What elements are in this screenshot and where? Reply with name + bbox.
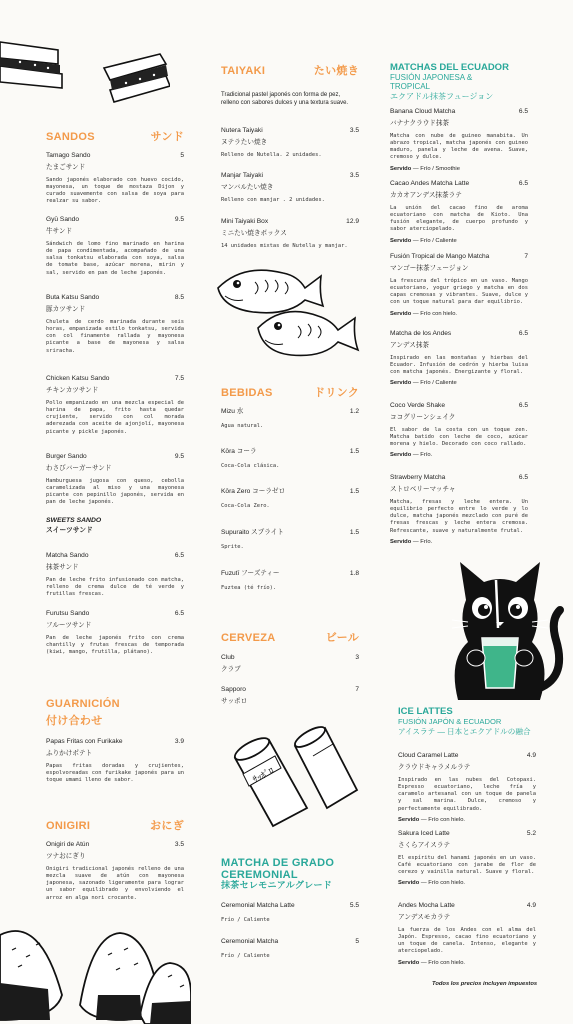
item-description: Papas fritas doradas y crujientes, espolvoreadas con furikake japonés para un toque umami lleno de sabor. — [46, 762, 184, 784]
served-note — [390, 311, 528, 317]
item-price: 3.5 — [349, 172, 359, 179]
served-label: Servido — [390, 165, 412, 172]
ice-lattes-subtitle-jp: アイスラテ — 日本とエクアドルの融合 — [398, 727, 531, 736]
item-description: Matcha con nube de guineo manabita. Un abrazo tropical, matcha japonés con guineo maduro, panela y leche de avena. Suave, cremoso y dulce. — [390, 132, 528, 161]
item-price: 1.2 — [349, 408, 359, 415]
item-name: Cacao Andes Matcha Latte — [390, 180, 470, 187]
item-name: Burger Sando — [46, 453, 87, 460]
item-name: Matcha Sando — [46, 552, 89, 559]
item-description: Sándwich de lomo fino marinado en harina de papa condimentada, acompañado de una salsa tonkatsu elaborada con soya, salsa de tomate base, azúcar morena, mirin y sal, servido en pan de leche japonés. — [46, 240, 184, 276]
sweets-sando-title-jp: スイーツサンド — [46, 527, 93, 534]
sandwich-illustration — [0, 28, 170, 103]
onigiri-title-es: ONIGIRI — [46, 820, 91, 832]
sweets-sando-header — [46, 517, 184, 534]
cerveza-title-jp: ビール — [325, 632, 359, 644]
served-label: Servido — [398, 959, 420, 966]
item-description: Sprite. — [221, 543, 244, 550]
item-price: 3.5 — [174, 841, 184, 848]
menu-item — [221, 172, 359, 204]
served-note — [390, 166, 528, 172]
matchas-ecuador-title: MATCHAS DEL ECUADOR — [390, 62, 509, 73]
item-price: 1.5 — [349, 488, 359, 495]
item-description: Sando japonés elaborado con huevo cocido, mayonesa, un toque de mostaza Dijon y curado suavemente con salsa de soya para realzar su sabor. — [46, 176, 184, 205]
item-name-jp: バナナクラウド抹茶 — [390, 119, 450, 127]
item-price: 7 — [355, 686, 359, 693]
bebidas-title-jp: ドリンク — [314, 387, 359, 399]
item-name: Onigiri de Atún — [46, 841, 90, 848]
item-description: Frío / Caliente — [221, 916, 270, 923]
section-sandos — [46, 128, 184, 144]
item-name: Kōra コーラ — [221, 448, 257, 455]
menu-item — [390, 402, 528, 458]
onigiri-illustration — [0, 895, 191, 1024]
item-name: Tamago Sando — [46, 152, 91, 159]
menu-item — [390, 108, 528, 172]
item-price: 5 — [180, 152, 184, 159]
section-taiyaki — [221, 62, 359, 107]
matcha-ceremonial-list — [221, 902, 359, 972]
served-value: — Frío / Smoothie — [412, 165, 460, 172]
taiyaki-title-jp: たい焼き — [313, 65, 359, 77]
item-name-jp: マンバルたい焼き — [221, 183, 274, 191]
item-name: Fusión Tropical de Mango Matcha — [390, 253, 490, 260]
cerveza-title — [221, 629, 359, 645]
menu-item — [221, 938, 359, 960]
cerveza-list — [221, 654, 359, 714]
item-price: 5.2 — [526, 830, 536, 837]
taiyaki-list — [221, 127, 359, 267]
guarnicion-title-jp: 付け合わせ — [46, 715, 103, 727]
taiyaki-title-es: TAIYAKI — [221, 65, 266, 77]
item-price: 6.5 — [518, 402, 528, 409]
item-name: Strawberry Matcha — [390, 474, 446, 481]
can-label: ｻｯﾎﾟﾛ — [251, 766, 277, 786]
served-note — [390, 452, 528, 458]
menu-item — [221, 218, 359, 250]
menu-item — [46, 610, 184, 656]
item-name-jp: 牛サンド — [46, 227, 73, 235]
item-name-jp: アンデス抹茶 — [390, 341, 430, 349]
cat-with-matcha-illustration — [438, 550, 566, 710]
menu-item — [398, 902, 536, 966]
item-name: Sakura Iced Latte — [398, 830, 450, 837]
matcha-ceremonial-title — [221, 857, 359, 891]
item-name: Andes Mocha Latte — [398, 902, 455, 909]
item-name-jp: チキンカツサンド — [46, 386, 99, 394]
column-left — [0, 0, 191, 1024]
menu-item — [46, 216, 184, 277]
item-name: Fuzutī フーズティー — [221, 570, 280, 577]
sandos-list — [46, 152, 184, 712]
served-value: — Frío / Caliente — [412, 237, 457, 244]
menu-item — [221, 127, 359, 159]
item-price: 6.5 — [174, 552, 184, 559]
menu-item — [221, 408, 359, 430]
column-right — [382, 0, 573, 1024]
served-label: Servido — [390, 237, 412, 244]
served-note — [390, 539, 528, 545]
item-price: 8.5 — [174, 294, 184, 301]
item-name: Coco Verde Shake — [390, 402, 445, 409]
item-name: Supuraito スプライト — [221, 529, 284, 536]
guarnicion-title-es: GUARNICIÓN — [46, 698, 120, 710]
item-description: Coca-Cola Zero. — [221, 502, 270, 509]
menu-item — [390, 474, 528, 545]
item-name-jp: クラブ — [221, 665, 241, 673]
item-name-jp: マンゴー抹茶フュージョン — [390, 264, 469, 272]
item-name: Buta Katsu Sando — [46, 294, 100, 301]
section-guarnicion — [46, 698, 184, 728]
item-name: Furutsu Sando — [46, 610, 90, 617]
taiyaki-fish-illustration — [213, 258, 363, 363]
item-description: 14 unidades mixtas de Nutella y manjar. — [221, 242, 348, 249]
served-note — [398, 960, 536, 966]
item-price: 9.5 — [174, 453, 184, 460]
item-name: Chicken Katsu Sando — [46, 375, 110, 382]
menu-item — [390, 180, 528, 244]
menu-item — [221, 654, 359, 673]
sandos-title — [46, 128, 184, 144]
item-price: 1.5 — [349, 448, 359, 455]
item-price: 1.8 — [349, 570, 359, 577]
prices-footnote: Todos los precios incluyen impuestos — [432, 981, 538, 987]
menu-item — [390, 253, 528, 317]
item-name-jp: ストロベリーマッチャ — [390, 485, 456, 493]
item-price: 3.9 — [174, 738, 184, 745]
matcha-ceremonial-title-jp: 抹茶セレモニアルグレード — [221, 880, 333, 891]
column-middle — [191, 0, 382, 1024]
bebidas-title-es: BEBIDAS — [221, 387, 273, 399]
item-name: Cloud Caramel Latte — [398, 752, 459, 759]
matcha-ceremonial-title-line1: MATCHA DE GRADO — [221, 857, 335, 869]
bebidas-title — [221, 384, 359, 400]
item-name: Manjar Taiyaki — [221, 172, 264, 179]
beer-cans-illustration — [229, 718, 359, 828]
item-name: Club — [221, 654, 235, 661]
menu-item — [221, 488, 359, 510]
guarnicion-title — [46, 698, 184, 728]
served-label: Servido — [390, 380, 412, 387]
item-name-jp: わさびバーガーサンド — [46, 464, 112, 472]
item-price: 6.5 — [174, 610, 184, 617]
item-description: Pollo empanizado en una mezcla especial de harina de papa, frito hasta quedar crujiente, servido con col morada aderezada con aceite de ajonjolí, mayonesa picante y pickle japonés. — [46, 399, 184, 435]
menu-item — [398, 830, 536, 886]
item-name: Kōra Zero コーラゼロ — [221, 488, 286, 495]
item-description: El sabor de la costa con un toque zen. Matcha batido con leche de coco, azúcar morena y hielo. Decorado con coco rallado. — [390, 426, 528, 448]
onigiri-title — [46, 817, 184, 833]
item-name: Nutera Taiyaki — [221, 127, 263, 134]
item-name-jp: カカオアンデス抹茶ラテ — [390, 191, 462, 199]
item-price: 1.5 — [349, 529, 359, 536]
served-label: Servido — [390, 310, 412, 317]
item-price: 4.9 — [526, 902, 536, 909]
item-price: 3 — [355, 654, 359, 661]
served-value: — Frío con hielo. — [420, 816, 466, 823]
item-name-jp: フルーツサンド — [46, 621, 92, 629]
served-label: Servido — [398, 880, 420, 887]
item-name-jp: 抹茶サンド — [46, 563, 79, 571]
served-note — [398, 880, 536, 886]
served-label: Servido — [398, 816, 420, 823]
served-value: — Frío. — [412, 538, 433, 545]
item-description: La frescura del trópico en un vaso. Mango ecuatoriano, yogur griego y matcha en dos capas cremosas y vibrantes. Suave, dulce y con un toque natural para dar equilibrio. — [390, 277, 528, 306]
guarnicion-list — [46, 738, 184, 798]
item-name-jp: アンデスモカラテ — [398, 913, 451, 921]
menu-item — [46, 738, 184, 784]
menu-item — [398, 752, 536, 823]
item-name-jp: ココグリーンシェイク — [390, 413, 456, 421]
item-name: Mini Taiyaki Box — [221, 218, 269, 225]
served-value: — Frío / Caliente — [412, 380, 457, 387]
item-name-jp: ヌテラたい焼き — [221, 138, 268, 146]
item-price: 7.5 — [174, 375, 184, 382]
section-ice-lattes — [398, 706, 548, 737]
matcha-ceremonial-title-line2: CEREMONIAL — [221, 869, 298, 882]
item-price: 4.9 — [526, 752, 536, 759]
item-price: 12.9 — [346, 218, 359, 225]
menu-item — [390, 330, 528, 386]
taiyaki-title — [221, 62, 359, 78]
item-price: 6.5 — [518, 180, 528, 187]
bebidas-list — [221, 408, 359, 598]
item-price: 9.5 — [174, 216, 184, 223]
served-value: — Frío con hielo. — [420, 880, 466, 887]
menu-item — [46, 453, 184, 507]
section-matcha-ceremonial — [221, 857, 359, 891]
served-label: Servido — [390, 452, 412, 459]
item-name-jp: ツナおにぎり — [46, 852, 86, 860]
cerveza-title-es: CERVEZA — [221, 632, 276, 644]
section-bebidas — [221, 384, 359, 400]
item-description: Pan de leche japonés frito con crema chantilly y frutas frescas de temporada (kiwi, mango, frutilla, plátano). — [46, 634, 184, 656]
matchas-ecuador-list — [390, 108, 528, 558]
item-description: Inspirado en las montañas y hierbas del Ecuador. Infusión de cedrón y hierba luisa con matcha japonés. Energizante y floral. — [390, 354, 528, 376]
item-description: Relleno con manjar . 2 unidades. — [221, 196, 325, 203]
menu-item — [46, 841, 184, 902]
item-description: Chuleta de cerdo marinada durante seis horas, empanizada estilo tonkatsu, servida con col finamente rallada y mayonesa picante a base de mayonesa y salsa sriracha. — [46, 318, 184, 354]
item-name-jp: ふりかけポテト — [46, 749, 93, 757]
item-description: Onigiri tradicional japonés relleno de una mezcla suave de atún con mayonesa japonesa, sazonado ligeramente para lograr un sabor equilibrado y envolviendo el arroz en alga nori crocante. — [46, 865, 184, 901]
item-name-jp: サッポロ — [221, 697, 248, 705]
item-price: 7 — [524, 253, 528, 260]
item-description: La unión del cacao fino de aroma ecuatoriano con matcha de Kioto. Una fusión elegante, de cuerpo profundo y sabor aterciopelado. — [390, 204, 528, 233]
item-name: Gyū Sando — [46, 216, 79, 223]
item-name-jp: ミニたい焼きボックス — [221, 229, 287, 237]
item-name-jp: たまごサンド — [46, 163, 86, 171]
item-description: Agua natural. — [221, 422, 264, 429]
item-description: Frío / Caliente — [221, 952, 270, 959]
item-description: Pan de leche frito infusionado con matcha, relleno de crema dulce de té verde y frutillas frescas. — [46, 576, 184, 598]
item-description: El espíritu del hanami japonés en un vaso. Café ecuatoriano con jarabe de flor de cerezo y vainilla natural. Suave y floral. — [398, 854, 536, 876]
sweets-sando-title: SWEETS SANDO — [46, 517, 102, 524]
item-description: Relleno de Nutella. 2 unidades. — [221, 151, 322, 158]
item-name: Ceremonial Matcha Latte — [221, 902, 295, 909]
item-price: 5.5 — [349, 902, 359, 909]
item-name-jp: 豚カツサンド — [46, 305, 86, 313]
menu-item — [221, 529, 359, 551]
served-value: — Frío. — [412, 452, 433, 459]
item-name-jp: さくらアイスラテ — [398, 841, 451, 849]
item-price: 6.5 — [518, 108, 528, 115]
served-value: — Frío con hielo. — [412, 310, 458, 317]
served-value: — Frío con hielo. — [420, 959, 466, 966]
item-name: Sapporo — [221, 686, 246, 693]
item-description: Fuztea (té frío). — [221, 584, 277, 591]
sandos-title-es: SANDOS — [46, 131, 95, 143]
onigiri-title-jp: おにぎ — [150, 820, 184, 832]
menu-item — [221, 570, 359, 592]
menu-item — [46, 375, 184, 436]
item-description: Inspirado en las nubes del Cotopaxi. Espresso ecuatoriano, leche fría y caramelo artesanal con un toque de panela y sal marina. Dulce, cremoso y perfectamente equilibrado. — [398, 776, 536, 812]
menu-item — [46, 552, 184, 598]
taiyaki-subtitle: Tradicional pastel japonés con forma de pez, relleno con sabores dulces y una textura suave. — [221, 92, 349, 106]
section-matchas-ecuador — [390, 62, 510, 102]
matchas-ecuador-subtitle-jp: エクアドル抹茶フュージョン — [390, 92, 494, 101]
ice-lattes-subtitle: FUSIÓN JAPÓN & ECUADOR — [398, 717, 502, 726]
item-name: Mizu 水 — [221, 408, 244, 415]
menu-item — [221, 686, 359, 705]
item-name: Banana Cloud Matcha — [390, 108, 456, 115]
item-name: Matcha de los Andes — [390, 330, 452, 337]
item-description: Coca-Cola clásica. — [221, 462, 280, 469]
item-price: 3.5 — [349, 127, 359, 134]
item-name: Papas Fritas con Furikake — [46, 738, 123, 745]
matchas-ecuador-subtitle: FUSIÓN JAPONESA & TROPICAL — [390, 73, 473, 91]
menu-item — [46, 294, 184, 355]
item-price: 6.5 — [518, 330, 528, 337]
section-cerveza — [221, 629, 359, 645]
menu-item — [46, 152, 184, 206]
served-note — [390, 380, 528, 386]
served-note — [398, 817, 536, 823]
ice-lattes-list — [398, 752, 536, 972]
ice-lattes-title: ICE LATTES — [398, 706, 453, 717]
item-description: Matcha, fresas y leche entera. Un equilibrio perfecto entre lo verde y lo dulce, matcha japonés mezclado con puré de fresas frescas y leche entera cremosa. Refrescante, suave y naturalmente frutal. — [390, 498, 528, 534]
menu-item — [221, 902, 359, 924]
menu-item — [221, 448, 359, 470]
item-name-jp: クラウドキャラメルラテ — [398, 763, 471, 771]
item-description: La fuerza de los Andes con el alma del Japón. Espresso, cacao fino ecuatoriano y un toque de canela. Intenso, elegante y aterciopelado. — [398, 926, 536, 955]
sandos-title-jp: サンド — [150, 131, 184, 143]
served-note — [390, 238, 528, 244]
section-onigiri — [46, 817, 184, 833]
served-label: Servido — [390, 538, 412, 545]
item-description: Hamburguesa jugosa con queso, cebolla caramelizada al miso y una mayonesa picante con pepinillo japonés, servida en pan de leche japonés. — [46, 477, 184, 506]
item-price: 5 — [355, 938, 359, 945]
item-name: Ceremonial Matcha — [221, 938, 279, 945]
item-price: 6.5 — [518, 474, 528, 481]
